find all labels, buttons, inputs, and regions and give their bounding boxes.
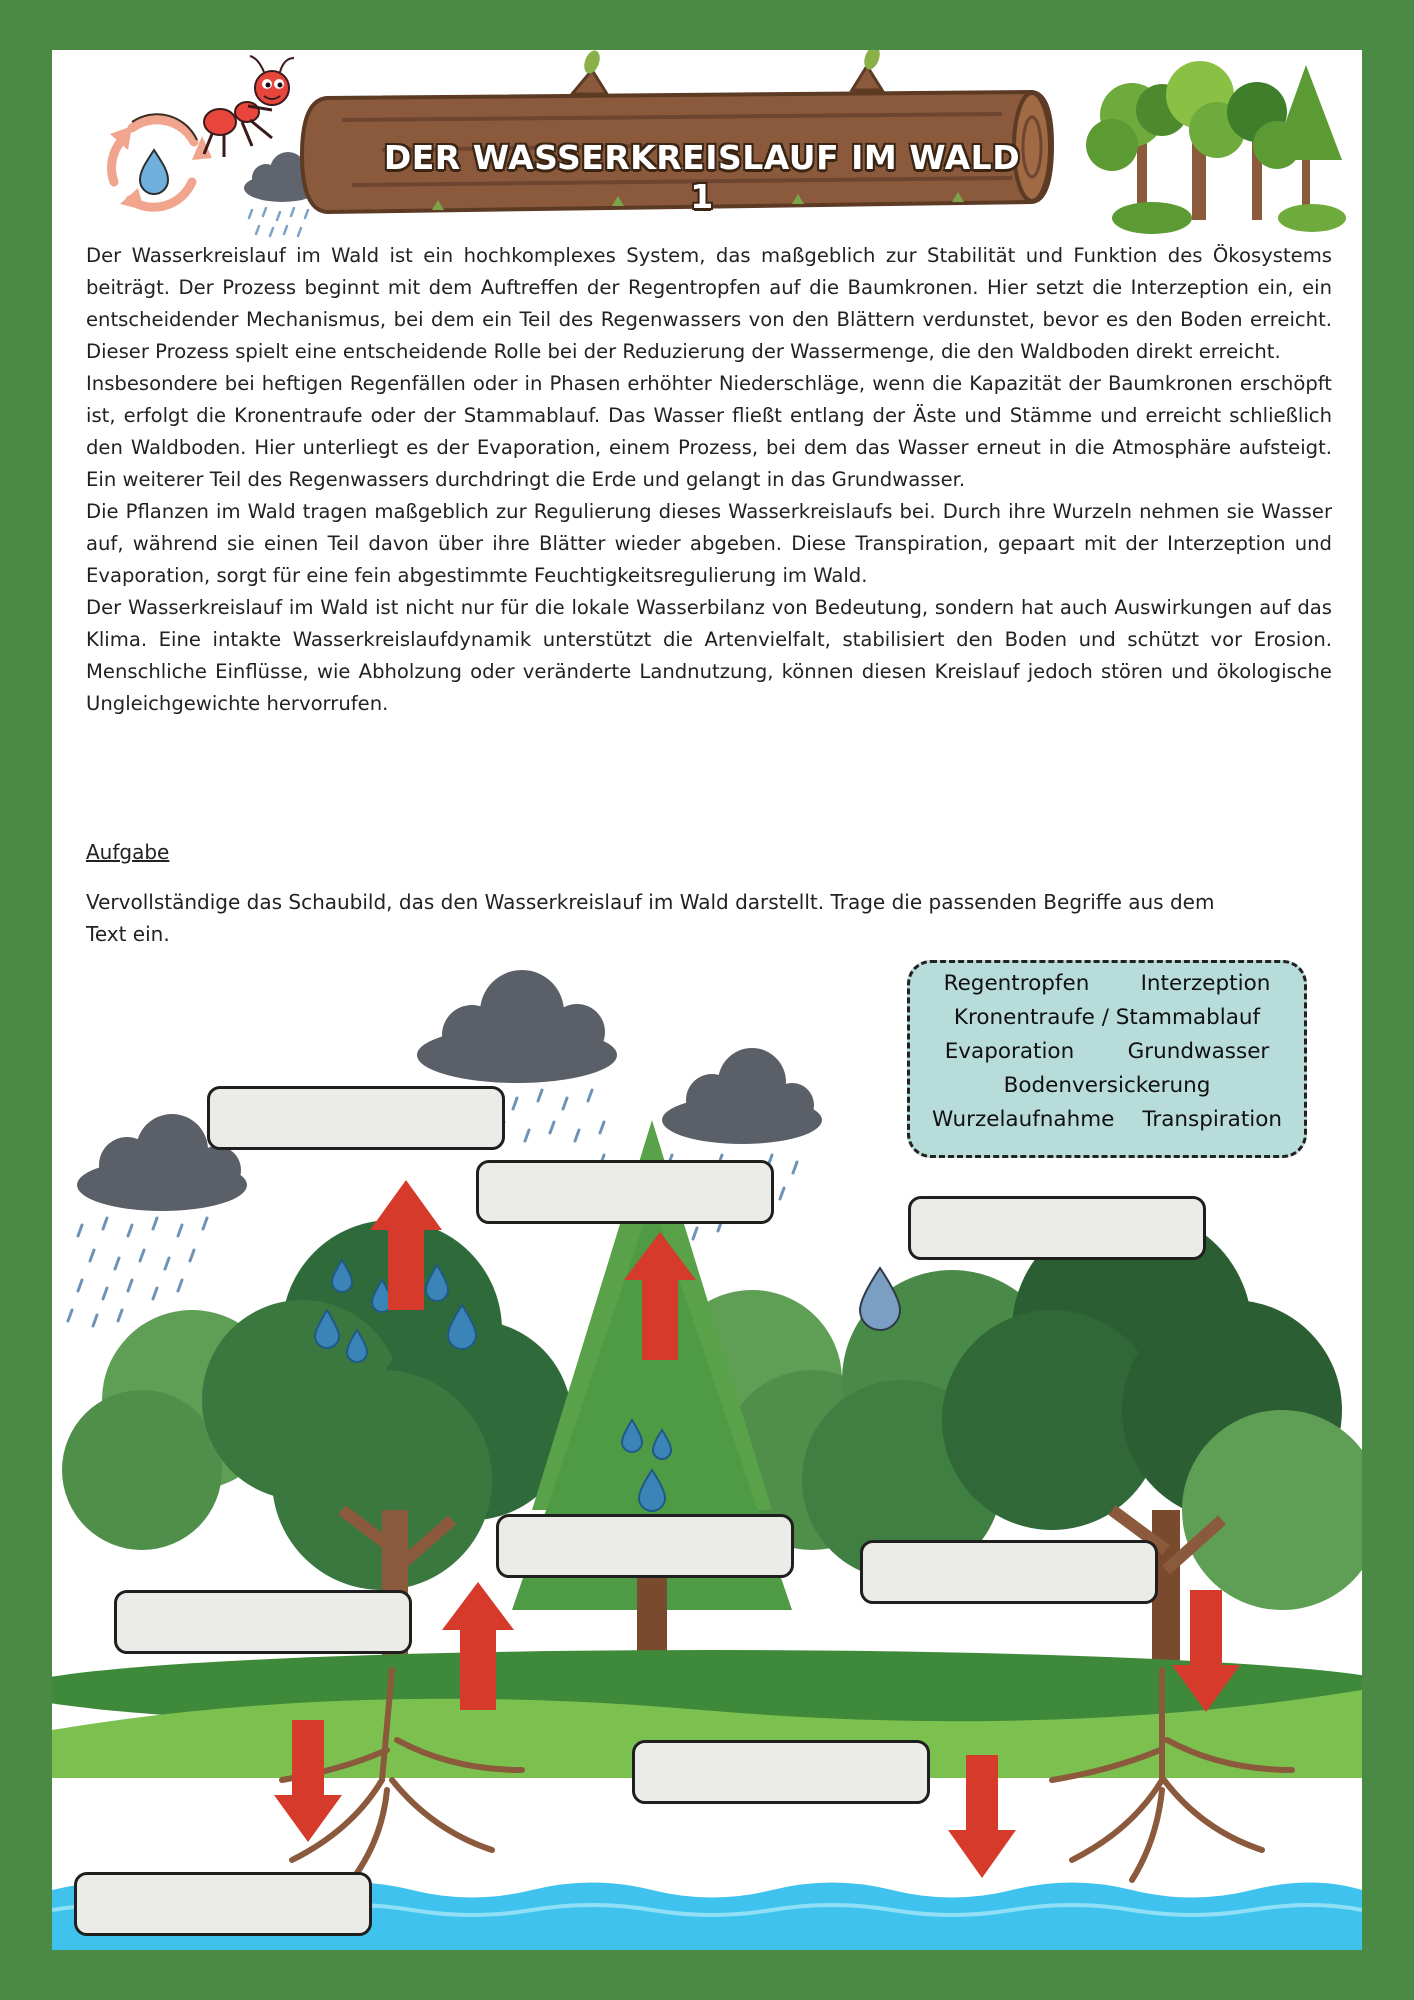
body-text [86, 240, 1332, 720]
word-bank-row [918, 1001, 1296, 1035]
answer-box[interactable] [114, 1590, 412, 1654]
word-bank-term: Evaporation [944, 1039, 1075, 1064]
ant-icon [204, 56, 294, 157]
answer-box[interactable] [207, 1086, 505, 1150]
word-bank [907, 960, 1307, 1158]
page-title: DER WASSERKREISLAUF IM WALD 1 [383, 138, 1021, 216]
word-bank-row [918, 1069, 1296, 1103]
answer-box[interactable] [496, 1514, 794, 1578]
answer-box[interactable] [74, 1872, 372, 1936]
word-bank-row [918, 967, 1296, 1001]
answer-box[interactable] [632, 1740, 930, 1804]
water-cycle-icon [110, 114, 212, 210]
word-bank-term: Grundwasser [1127, 1039, 1270, 1064]
task-instructions: Vervollständige das Schaubild, das den Wasserkreislauf im Wald darstellt. Trage die passenden Begriffe aus dem Text ein. [86, 890, 1215, 946]
word-bank-term: Transpiration [1142, 1107, 1283, 1132]
word-bank-term: Interzeption [1140, 971, 1271, 996]
trees-icon [1086, 61, 1346, 234]
word-bank-row [918, 1103, 1296, 1137]
answer-box[interactable] [860, 1540, 1158, 1604]
paragraph: Die Pflanzen im Wald tragen maßgeblich zur Regulierung dieses Wasserkreislaufs bei. Durch ihre Wurzeln nehmen sie Wasser auf, während sie einen Teil davon über ihre Blätter wieder abgeben. Diese Transpiration, gepaart mit der Interzeption und Evaporation, sorgt für eine fein abgestimmte Feuchtigkeitsregulierung im Wald. [86, 500, 1332, 587]
word-bank-term: Bodenversickerung [1003, 1073, 1211, 1098]
rain-cloud-icon [417, 970, 617, 1083]
paragraph: Insbesondere bei heftigen Regenfällen oder in Phasen erhöhter Niederschläge, wenn die Kapazität der Baumkronen erschöpft ist, erfolgt die Kronentraufe oder der Stammablauf. Das Wasser fließt entlang der Äste und Stämme und erreicht schließlich den Waldboden. Hier unterliegt es der Evaporation, einem Prozess, bei dem das Wasser erneut in die Atmosphäre aufsteigt. Ein weiterer Teil des Regenwassers durchdringt die Erde und gelangt in das Grundwasser. [86, 372, 1332, 491]
word-bank-term: Kronentraufe / Stammablauf [953, 1005, 1261, 1030]
word-bank-term: Wurzelaufnahme [931, 1107, 1115, 1132]
worksheet-sheet [52, 50, 1362, 1950]
paragraph: Der Wasserkreislauf im Wald ist ein hochkomplexes System, das maßgeblich zur Stabilität und Funktion des Ökosystems beiträgt. Der Prozess beginnt mit dem Auftreffen der Regentropfen auf die Baumkronen. Hier setzt die Interzeption ein, ein entscheidender Mechanismus, bei dem ein Teil des Regenwassers von den Blättern verdunstet, bevor es den Boden erreicht. Dieser Prozess spielt eine entscheidende Rolle bei der Reduzierung der Wassermenge, die den Waldboden direkt erreicht. [86, 244, 1332, 363]
answer-box[interactable] [908, 1196, 1206, 1260]
rain-cloud-icon [662, 1048, 822, 1144]
task-heading: Aufgabe [86, 840, 170, 864]
word-bank-term: Regentropfen [943, 971, 1090, 996]
water-drop-icon [860, 1268, 900, 1330]
paragraph: Der Wasserkreislauf im Wald ist nicht nur für die lokale Wasserbilanz von Bedeutung, sondern hat auch Auswirkungen auf das Klima. Eine intakte Wasserkreislaufdynamik unterstützt die Artenvielfalt, stabilisiert den Boden und schützt vor Erosion. Menschliche Einflüsse, wie Abholzung oder veränderte Landnutzung, können diesen Kreislauf jedoch stören und ökologische Ungleichgewichte hervorrufen. [86, 596, 1332, 715]
word-bank-row [918, 1035, 1296, 1069]
answer-box[interactable] [476, 1160, 774, 1224]
